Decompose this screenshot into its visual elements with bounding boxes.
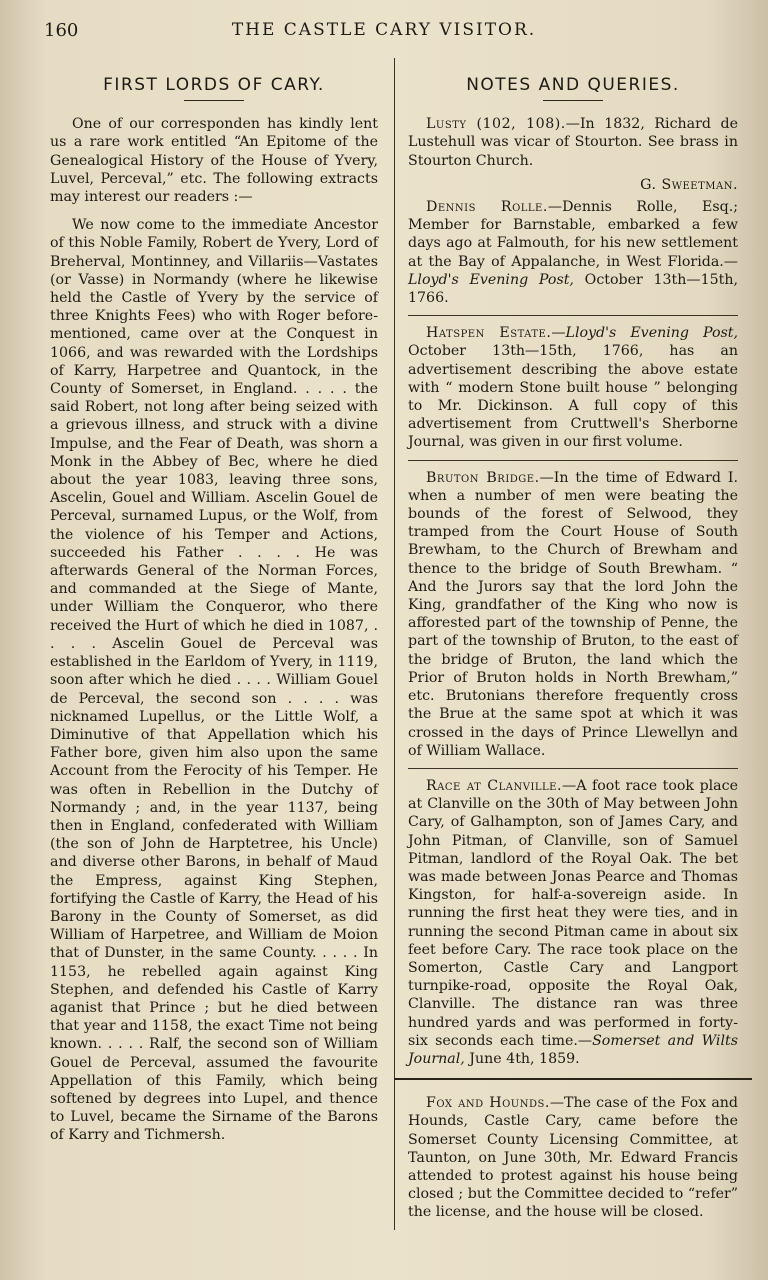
- note-bruton-bridge: [408, 469, 738, 760]
- page-header: [0, 20, 768, 50]
- note-text: —A foot race took place at Clanville on the 30th of May between John Cary, of Galhampton, son of James Cary, and John Pitman, of Clanville, son of Samuel Pitman, landlord of the Royal Oak. The bet was made between Jonas Pearce and Thomas Kingston, for half-a-sovereign aside. In running the first heat they were ties, and in running the second Pitman came in about six feet before Cary. The race took place on the Somerton, Castle Cary and Langport turnpike-road, opposite the Royal Oak, Clanville. The distance ran was three hundred yards and was performed in forty-six seconds each time.—: [408, 777, 738, 1049]
- note-heading: Lusty (102, 108).: [426, 116, 566, 133]
- note-text: —In the time of Edward I. when a number of men were beating the bounds of the forest of Selwood, they tramped from the Court House of South Brewham, to the Church of Brewham and thence to the bridge of South Brewham. “ And the Jurors say that the lord John the King, grandfather of the King who now is afforested part of the township of Penne, the part of the township of Bruton, to the east of the bridge of Bruton, the land which the Prior of Bruton holds in North Brewham,” etc. Brutonians therefore frequently cross the Brue at the same spot at which it was crossed in the days of Prince Llewellyn and of William Wallace.: [408, 469, 738, 759]
- note-hatspen-estate: [408, 324, 738, 451]
- note-lusty: [408, 115, 738, 170]
- note-heading: Dennis Rolle.: [426, 199, 548, 216]
- left-column: [50, 66, 378, 1155]
- note-separator: [408, 768, 738, 769]
- note-tail: October 13th—15th, 1766, has an advertisement describing the above estate with “ modern Stone built house ” belonging to Mr. Dickinson. A full copy of this advertisement from Cruttwell's Sherborne Journal, was given in our first volume.: [408, 343, 738, 451]
- note-text: —The case of the Fox and Hounds, Castle Cary, came before the Somerset County Licensing Committee, at Taunton, on June 30th, Mr. Edward Francis attended to protest against his house being closed ; but the Committee decided to “refer” the license, and the house will be closed.: [408, 1095, 738, 1221]
- title-rule: [543, 100, 603, 101]
- right-column-title: NOTES AND QUERIES.: [466, 75, 680, 95]
- note-text: —: [551, 325, 566, 342]
- note-text: —Dennis Rolle, Esq.; Member for Barnstable, embarked a few days ago at Falmouth, for his new settlement at the Bay of Appalanche, in West Florida.—: [408, 199, 738, 270]
- note-separator: [408, 315, 738, 316]
- note-source: Lloyd's Evening Post,: [408, 271, 574, 288]
- note-heading: Bruton Bridge.: [426, 469, 540, 486]
- note-fox-and-hounds: [408, 1094, 738, 1221]
- note-heading: Hatspen Estate.: [426, 325, 552, 342]
- note-race-at-clanville: [408, 777, 738, 1068]
- column-divider: [394, 58, 395, 1230]
- note-text: —In 1832, Richard de Lustehull was vicar of Stourton. See brass in Stourton Church.: [408, 116, 738, 169]
- title-rule: [184, 100, 244, 101]
- page-number: 160: [44, 20, 79, 41]
- note-source: Somerset and Wilts Journal,: [408, 1032, 738, 1067]
- running-title: THE CASTLE CARY VISITOR.: [231, 20, 537, 40]
- note-source: Lloyd's Evening Post,: [565, 325, 738, 342]
- left-column-title: FIRST LORDS OF CARY.: [103, 75, 325, 95]
- body-paragraph: We now come to the immediate Ancestor of this Noble Family, Robert de Yvery, Lord of Breherval, Montinney, and Villariis—Vastates (or Vasse) in Normandy (where he likewise held the Castle of Yvery by the service of three Knights Fees) who with Roger before-mentioned, came over at the Conquest in 1066, and was rewarded with the Lordships of Karry, Harpetree and Quantock, in the County of Somerset, in England. . . . . the said Robert, not long after being seized with a grievous illness, and struck with a divine Impulse, and the Fear of Death, was shorn a Monk in the Abbey of Bec, where he died about the year 1083, leaving three sons, Ascelin, Gouel and William. Ascelin Gouel de Perceval, surnamed Lupus, or the Wolf, from the violence of his Temper and Actions, succeeded his Father . . . . He was afterwards General of the Norman Forces, and commanded at the Siege of Mante, under William the Conqueror, who there received the Hurt of which he died in 1087, . . . . Ascelin Gouel de Perceval was established in the Earldom of Yvery, in 1119, soon after which he died . . . . William Gouel de Perceval, the second son . . . . was nicknamed Lupellus, or the Little Wolf, a Diminutive of that Appellation which his Father bore, given him also upon the same Account from the Ferocity of his Temper. He was often in Rebellion in the Dutchy of Normandy ; and, in the year 1137, being then in England, confederated with William (the son of John de Harptetree, his Uncle) and diverse other Barons, in behalf of Maud the Empress, against King Stephen, fortifying the Castle of Karry, the Head of his Barony in the County of Somerset, as did William of Harpetree, and William de Moion that of Dunster, in the same County. . . . . In 1153, he rebelled again against King Stephen, and defended his Castle of Karry aganist that Prince ; but he died between that year and 1158, the exact Time not being known. . . . . Ralf, the second son of William Gouel de Perceval, assumed the favourite Appellation of this Family, which being softened by degrees into Lupel, and thence to Luvel, became the Sirname of the Barons of Karry and Tichmersh.: [50, 217, 378, 1144]
- right-column: [408, 66, 738, 1222]
- note-dennis-rolle: [408, 198, 738, 307]
- section-separator: [394, 1078, 752, 1080]
- note-separator: [408, 460, 738, 461]
- note-heading: Race at Clanville.: [426, 777, 562, 794]
- note-tail: June 4th, 1859.: [464, 1050, 580, 1067]
- note-tail: October 13th—15th, 1766.: [408, 271, 738, 307]
- note-heading: Fox and Hounds.: [426, 1095, 550, 1112]
- signature: G. Sweetman.: [640, 176, 738, 193]
- intro-paragraph: One of our corresponden has kindly lent us a rare work entitled “An Epitome of the Genealogical History of the House of Yvery, Luvel, Perceval,” etc. The following extracts may interest our readers :—: [50, 116, 378, 206]
